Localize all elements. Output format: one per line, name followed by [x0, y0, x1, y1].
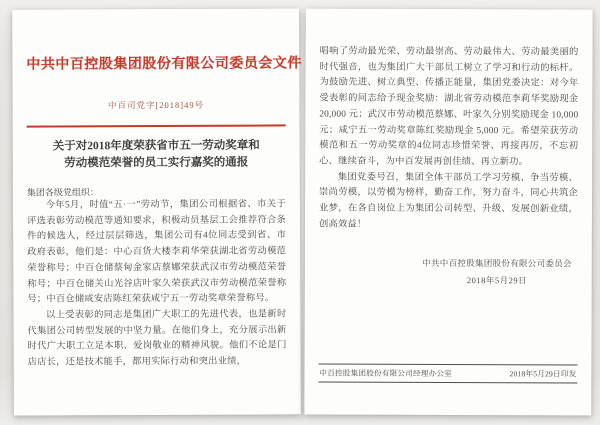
document-page-left	[12, 8, 301, 415]
footer-issuing-office: 中百控股集团股份有限公司经理办公室	[319, 368, 452, 379]
body-paragraph-1: 今年5月，时值“五·一”劳动节，集团公司根据省、市关于评选表彰劳动模范等通知要求，积极动员基层工会推荐符合条件的候选人，经过层层筛选，集团公司有4位同志受到省、市政府表彰，他们是：中心百货大楼李莉华荣获湖北省劳动模范荣誉称号；中百仓储蔡甸金家店蔡娜荣获武汉市劳动模范荣誉称号；中百仓储关山光谷店叶家久荣获武汉市劳动模范荣誉称号；中百仓储咸安店陈红荣获咸宁五一劳动奖章荣誉称号。	[27, 199, 287, 305]
signature-date: 2018年5月29日	[466, 275, 528, 286]
document-title-line-1: 关于对2018年度荣获省市五一劳动奖章和	[52, 139, 260, 153]
red-divider-line	[27, 124, 286, 127]
document-page-right	[304, 9, 592, 416]
document-title-line-2: 劳动模范荣誉的员工实行嘉奖的通报	[64, 156, 249, 170]
signature-organization: 中共中百控股集团股份有限公司委员会	[422, 258, 572, 269]
body-paragraph-2: 以上受表彰的同志是集团广大职工的先进代表，也是新时代集团公司转型发展的中坚力量。在他们身上，充分展示出新时代广大职工立足本职、爱岗敬业的精神风貌。他们不论是门店店长，还是技术能手，都用实际行动和突出业绩，	[27, 309, 287, 368]
signature-inner	[422, 257, 572, 287]
body-paragraph-3: 集团党委号召，集团全体干部员工学习劳模、争当劳模、崇尚劳模，以劳模为榜样，勤奋工作，努力奋斗，同心共筑企业梦，在各自岗位上为集团公司转型、升级、发展创新业绩，创高效益！	[318, 172, 579, 230]
document-title	[27, 137, 286, 172]
signature-block	[319, 257, 572, 289]
body-paragraph-2-continued: 唱响了劳动最光荣、劳动最崇高、劳动最伟大、劳动最美丽的时代强音，也为集团广大干部员工树立了学习和行动的标杆。为鼓励先进、树立典型、传播正能量，集团党委决定：对今年受表彰的同志给予现金奖励：湖北省劳动模范李莉华奖励现金 20,000 元；武汉市劳动模范蔡娜、叶家久分别奖励现金 10,000 元；咸宁五一劳动奖章陈红奖励现金 5,000 元。希望荣获劳动模范和五一劳动奖章的4位同志珍惜荣誉、再接再厉，不忘初心、继续奋斗，为中百发展再创佳绩、再立新功。	[319, 46, 579, 168]
salutation: 集团各级党组织：	[26, 187, 99, 198]
document-header-title: 中共中百控股集团股份有限公司委员会文件	[26, 56, 302, 73]
footer-print-date: 2018年5月29日印发	[509, 369, 577, 379]
page-footer	[318, 364, 577, 384]
document-number: 中百司党字[2018]49号	[107, 99, 205, 111]
